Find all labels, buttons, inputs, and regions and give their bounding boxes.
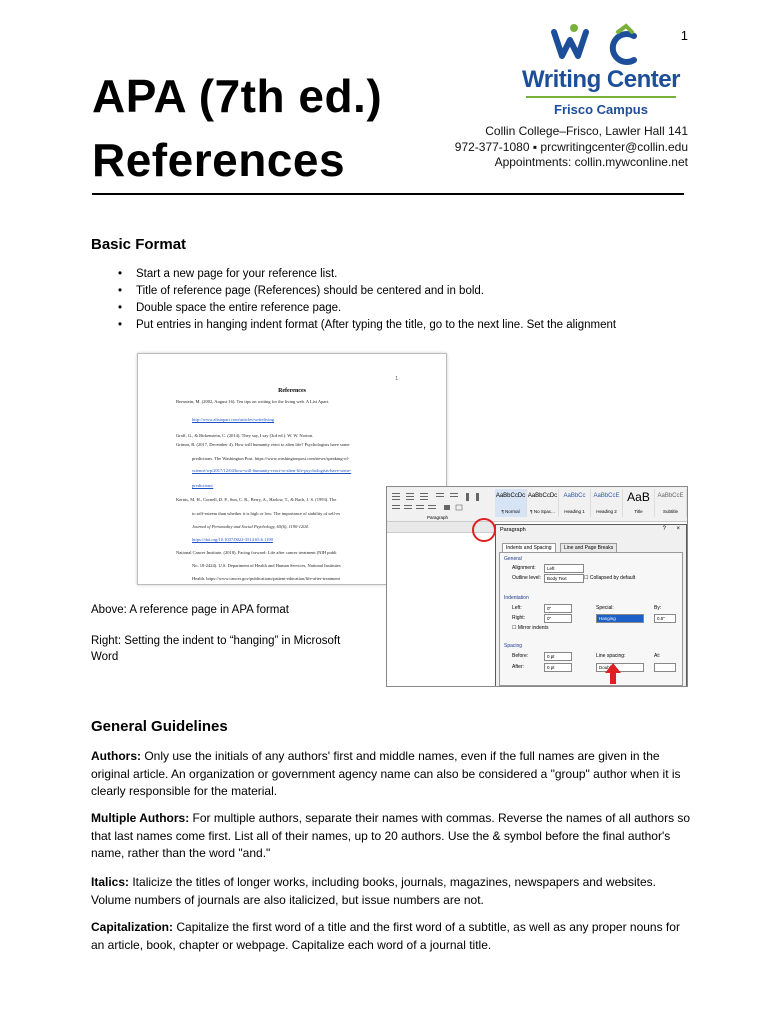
example-references-heading: References bbox=[278, 388, 306, 394]
left-indent-label: Left: bbox=[512, 605, 522, 611]
mirror-indents-checkbox[interactable]: ☐ Mirror indents bbox=[512, 625, 549, 631]
example-reference-line: Bernstein, M. (2002, August 16). Ten tips on writing for the living web. A List Apart. bbox=[176, 399, 330, 404]
list-item: • Put entries in hanging indent format (After typing the title, go to the next line. Set the alignment bbox=[118, 317, 616, 334]
title-line-1: APA (7th ed.) bbox=[92, 70, 383, 122]
style-sample: AaBbCcDc bbox=[527, 493, 558, 499]
style-label: Title bbox=[634, 509, 643, 514]
by-input[interactable]: 0.5" bbox=[654, 614, 676, 623]
contact-appointments: Appointments: collin.mywconline.net bbox=[494, 155, 688, 169]
contact-address: Collin College–Frisco, Lawler Hall 141 bbox=[485, 124, 688, 138]
style-sample: AaB bbox=[627, 490, 650, 504]
special-select[interactable]: Hanging bbox=[596, 614, 644, 623]
list-item: • Double space the entire reference page. bbox=[118, 300, 616, 317]
indentation-section-label: Indentation bbox=[504, 595, 529, 601]
example-reference-line: http://www.alistapart.com/articles/writeliving bbox=[192, 417, 274, 422]
guideline-label: Capitalization: bbox=[91, 920, 174, 934]
styles-gallery bbox=[495, 489, 687, 517]
tab-line-page-breaks[interactable]: Line and Page Breaks bbox=[560, 543, 617, 553]
guideline-label: Authors: bbox=[91, 749, 141, 763]
at-input[interactable] bbox=[654, 663, 676, 672]
page-number: 1 bbox=[680, 28, 688, 43]
after-input[interactable]: 0 pt bbox=[544, 663, 572, 672]
style-heading-1[interactable] bbox=[559, 489, 591, 517]
document-area bbox=[387, 533, 495, 686]
style-label: ¶ No Spac... bbox=[530, 509, 555, 514]
list-item: • Start a new page for your reference list. bbox=[118, 266, 616, 283]
page-title bbox=[92, 64, 382, 192]
style-normal[interactable] bbox=[495, 489, 527, 517]
basic-format-heading: Basic Format bbox=[91, 236, 187, 253]
list-item: • Title of reference page (References) should be centered and in bold. bbox=[118, 283, 616, 300]
guideline-italics bbox=[91, 874, 691, 909]
red-arrow-shaft bbox=[610, 672, 616, 684]
line-spacing-label: Line spacing: bbox=[596, 653, 626, 659]
example-reference-line: Grimm, B. (2017, December 4). How will humanity react to alien life? Psychologists have some bbox=[176, 442, 350, 447]
example-reference-line: No. 18-2424). U.S. Department of Health and Human Services, National Institutes bbox=[192, 563, 341, 568]
style-sample: AaBbCcE bbox=[593, 493, 620, 499]
guideline-label: Italics: bbox=[91, 875, 130, 889]
help-icon[interactable]: ? bbox=[662, 526, 666, 532]
paragraph-launcher-highlight[interactable] bbox=[472, 518, 496, 542]
alignment-label: Alignment: bbox=[512, 565, 536, 571]
caption-above: Above: A reference page in APA format bbox=[91, 604, 289, 616]
style-label: Heading 2 bbox=[596, 509, 617, 514]
guideline-multiple-authors bbox=[91, 810, 691, 863]
caption-right: Right: Setting the indent to “hanging” in Microsoft Word bbox=[91, 635, 341, 663]
example-reference-line: https://doi.org/10.1037/0022-3514.65.6.1190 bbox=[192, 537, 273, 542]
mirror-indents-label: Mirror indents bbox=[517, 625, 549, 631]
example-reference-line: science/wp/2017/12/04/how-will-humanity-react-to-alien-life-psychologists-have-some- bbox=[192, 468, 352, 473]
dialog-title: Paragraph bbox=[500, 527, 526, 533]
example-reference-line: predictions. The Washington Post. https://www.washingtonpost.com/news/speaking-of- bbox=[192, 456, 350, 461]
paragraph-dialog bbox=[495, 524, 687, 687]
style-sample: AaBbCcDc bbox=[495, 493, 526, 499]
paragraph-group-label: Paragraph bbox=[427, 515, 449, 520]
logo-name: Writing Center bbox=[522, 66, 680, 93]
general-guidelines-heading: General Guidelines bbox=[91, 718, 228, 735]
example-reference-line: Journal of Personality and Social Psychology, 65(6), 1190-1204. bbox=[192, 524, 309, 529]
left-indent-input[interactable]: 0" bbox=[544, 604, 572, 613]
example-reference-line: predictions/ bbox=[192, 483, 214, 488]
style-label: Subtitle bbox=[662, 509, 678, 514]
guideline-text: Capitalize the first word of a title and the first word of a subtitle, as well as any proper nouns for an article, book, chapter or webpage. Capitalize each word of a journal title. bbox=[91, 920, 680, 952]
word-ribbon bbox=[387, 487, 687, 522]
word-paragraph-dialog-screenshot bbox=[386, 486, 688, 687]
style-label: ¶ Normal bbox=[501, 509, 520, 514]
logo-rule bbox=[526, 96, 676, 98]
after-label: After: bbox=[512, 664, 524, 670]
style-heading-2[interactable] bbox=[591, 489, 623, 517]
guideline-capitalization bbox=[91, 919, 691, 954]
example-reference-line: Kernis, M. H., Cornell, D. P., Sun, C. R., Berry, A., Harlow, T., & Bach, J. S. (1993). The bbox=[176, 497, 337, 502]
style-subtitle[interactable] bbox=[655, 489, 687, 517]
style-sample: AaBbCcE bbox=[657, 493, 684, 499]
basic-format-list bbox=[118, 266, 616, 334]
right-indent-input[interactable]: 0" bbox=[544, 614, 572, 623]
tab-indents-spacing[interactable]: Indents and Spacing bbox=[502, 543, 556, 553]
example-reference-line: Health. https://www.cancer.gov/publications/patient-education/life-after-treatment bbox=[192, 576, 340, 581]
contact-phone-email: 972-377-1080 ▪ prcwritingcenter@collin.edu bbox=[454, 139, 688, 154]
writing-center-logo bbox=[522, 22, 680, 122]
title-line-2: References bbox=[92, 134, 346, 186]
logo-campus: Frisco Campus bbox=[554, 102, 648, 117]
before-input[interactable]: 0 pt bbox=[544, 652, 572, 661]
paragraph-tools-icons bbox=[390, 491, 490, 513]
outline-level-label: Outline level: bbox=[512, 575, 541, 581]
spacing-section-label: Spacing bbox=[504, 643, 523, 649]
example-reference-line: to self-esteem than whether it is high or low: The importance of stability of self-es bbox=[192, 511, 341, 516]
example-reference-line: National Cancer Institute. (2018). Facing forward: Life after cancer treatment (NIH publi bbox=[176, 550, 337, 555]
general-section-label: General bbox=[504, 556, 522, 562]
title-divider bbox=[92, 193, 684, 195]
right-indent-label: Right: bbox=[512, 615, 526, 621]
style-no-spacing[interactable] bbox=[527, 489, 559, 517]
at-label: At: bbox=[654, 653, 661, 659]
alignment-select[interactable]: Left bbox=[544, 564, 584, 573]
outline-level-select[interactable]: Body Text bbox=[544, 574, 584, 583]
guideline-text: Italicize the titles of longer works, including books, journals, magazines, newspapers and websites. Volume numbers of journals are also italicized, but issue numbers are not. bbox=[91, 875, 656, 907]
guideline-text: For multiple authors, separate their names with commas. Reverse the names of all authors so that last names come first. List all of their names, up to 20 authors. Use the & symbol before the final author's name, rather than the word "and." bbox=[91, 811, 691, 860]
line-spacing-select[interactable]: Double bbox=[596, 663, 644, 672]
style-title[interactable] bbox=[623, 489, 655, 517]
style-label: Heading 1 bbox=[564, 509, 585, 514]
before-label: Before: bbox=[512, 653, 529, 659]
dialog-body bbox=[499, 552, 683, 686]
by-label: By: bbox=[654, 605, 662, 611]
collapsed-checkbox[interactable]: ☐ Collapsed by default bbox=[584, 575, 636, 581]
guideline-text: Only use the initials of any authors' first and middle names, even if the full names are given in the original article. An organization or government agency name can also be considered a "group" author when it is clearly responsible for the material. bbox=[91, 749, 681, 798]
wc-logo-icon bbox=[522, 22, 680, 68]
contact-info bbox=[455, 124, 688, 171]
example-reference-line: Graff, G., & Birkenstein, C. (2014). They say, I say (3rd ed.). W. W. Norton. bbox=[176, 433, 314, 438]
special-label: Special: bbox=[596, 605, 614, 611]
guideline-authors bbox=[91, 748, 691, 801]
collapsed-label: Collapsed by default bbox=[589, 575, 636, 581]
style-sample: AaBbCc bbox=[563, 493, 586, 499]
guideline-label: Multiple Authors: bbox=[91, 811, 190, 825]
close-icon[interactable]: × bbox=[676, 526, 680, 532]
example-page-number: 1 bbox=[395, 376, 398, 382]
